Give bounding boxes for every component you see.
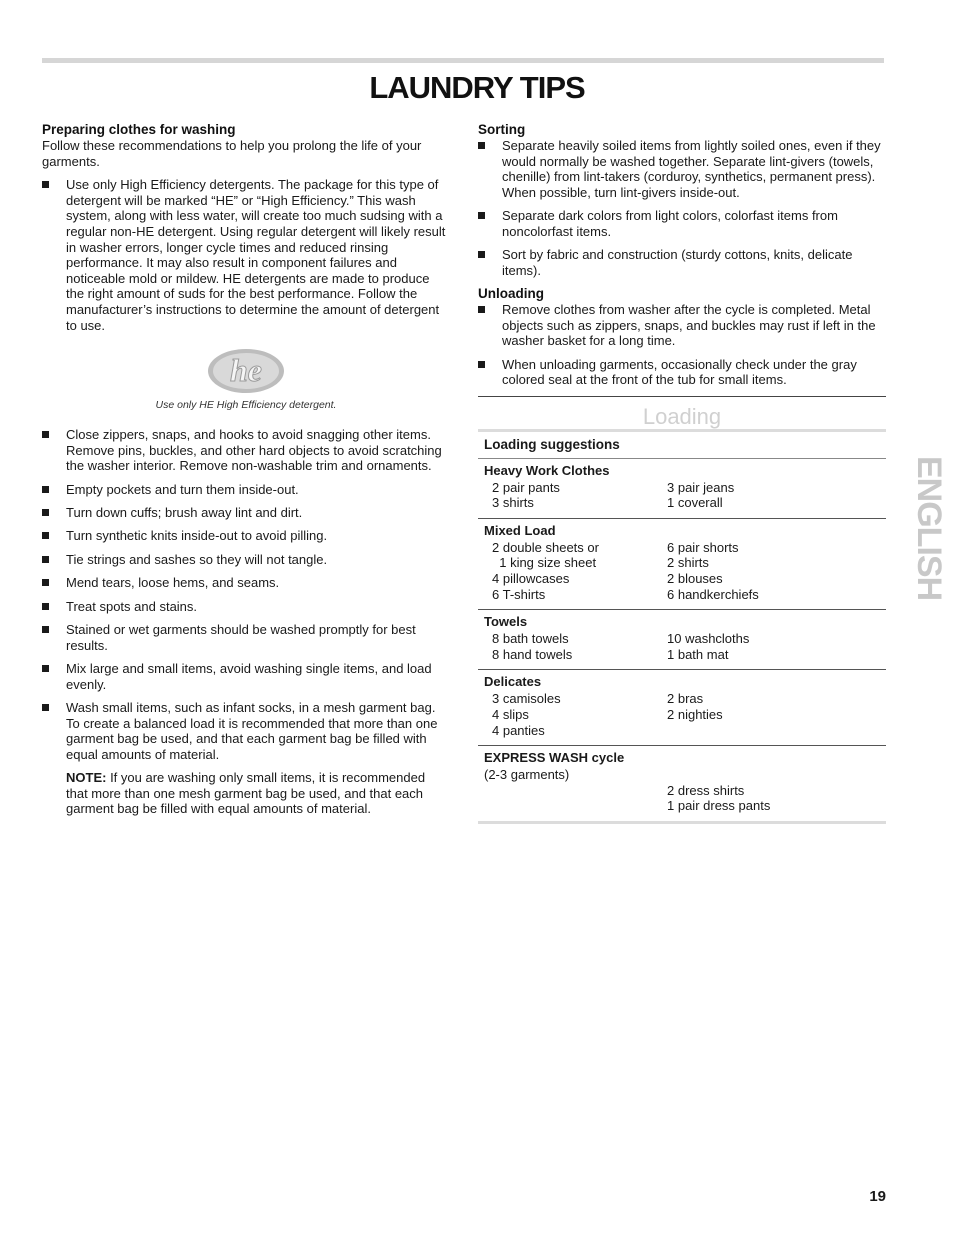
- loading-cell-right: 2 shirts: [667, 555, 709, 571]
- page-title: LAUNDRY TIPS: [369, 70, 585, 105]
- loading-cell-left: [484, 798, 667, 814]
- page-number: 19: [869, 1188, 886, 1205]
- loading-cell-left: [484, 783, 667, 799]
- list-item-text: Sort by fabric and construction (sturdy cottons, knits, delicate items).: [502, 247, 853, 278]
- loading-cell-right: 1 pair dress pants: [667, 798, 771, 814]
- loading-cell-right: 1 bath mat: [667, 646, 729, 662]
- logo-caption: Use only HE High Efficiency detergent.: [155, 399, 337, 412]
- loading-row: [484, 587, 880, 603]
- list-item-text: Stained or wet garments should be washed promptly for best results.: [66, 622, 416, 653]
- loading-group: [478, 670, 886, 746]
- list-item-text: Close zippers, snaps, and hooks to avoid snagging other items. Remove pins, buckles, and other hard objects to avoid scratching the washer interior. Remove non-washable trim and ornaments.: [66, 427, 442, 474]
- loading-group: [478, 519, 886, 610]
- list-item: [42, 427, 450, 474]
- loading-cell-left: 1 king size sheet: [492, 555, 597, 571]
- bullet-icon: [478, 306, 485, 313]
- loading-row: [484, 707, 880, 723]
- list-item-text: Mend tears, loose hems, and seams.: [66, 575, 280, 591]
- list-item: [42, 661, 450, 692]
- loading-cell-right: 2 dress shirts: [667, 782, 745, 798]
- list-item-text: Remove clothes from washer after the cycle is completed. Metal objects such as zippers, snaps, and buckles may rust if left in the washer basket for a long time.: [502, 302, 876, 349]
- bullet-icon: [42, 431, 49, 438]
- loading-group: [478, 610, 886, 670]
- list-item: [478, 247, 886, 278]
- loading-cell-left: 3 shirts: [492, 495, 534, 511]
- loading-cell-left: 4 slips: [492, 707, 529, 723]
- bullet-icon: [42, 626, 49, 633]
- list-item-text: Treat spots and stains.: [66, 598, 198, 614]
- unloading-bullet-list: [478, 302, 886, 388]
- list-item-text: Wash small items, such as infant socks, in a mesh garment bag. To create a balanced load it is recommended that more than one garment bag be used, and that each garment bag be filled with equal amounts of material.: [66, 700, 438, 762]
- loading-group: [478, 746, 886, 821]
- bullet-icon: [42, 181, 49, 188]
- list-item-text: Tie strings and sashes so they will not tangle.: [66, 551, 328, 567]
- list-item: [478, 138, 886, 200]
- sorting-bullet-list: [478, 138, 886, 278]
- loading-cell-right: 6 pair shorts: [667, 539, 739, 555]
- loading-row: [484, 691, 880, 707]
- bullet-icon: [42, 665, 49, 672]
- bullet-icon: [478, 251, 485, 258]
- loading-cell-right: 3 pair jeans: [667, 479, 735, 495]
- bullet-icon: [42, 603, 49, 610]
- loading-cell-right: 2 nighties: [667, 707, 723, 723]
- loading-group: [478, 459, 886, 519]
- list-item: [42, 700, 450, 762]
- top-rule: [42, 58, 884, 63]
- bullet-icon: [478, 142, 485, 149]
- preparing-intro: Follow these recommendations to help you prolong the life of your garments.: [42, 138, 422, 169]
- loading-cell-right: 1 coverall: [667, 495, 723, 511]
- english-side-tab: [900, 450, 948, 626]
- right-column: [478, 122, 886, 824]
- loading-cell-left: 3 camisoles: [492, 691, 561, 707]
- loading-row: [484, 647, 880, 663]
- loading-row: [484, 798, 880, 814]
- list-item: [478, 302, 886, 349]
- bullet-icon: [478, 361, 485, 368]
- loading-cell-left: 4 panties: [492, 722, 545, 738]
- loading-cell-right: 6 handkerchiefs: [667, 586, 759, 602]
- list-item-text: Separate dark colors from light colors, colorfast items from noncolorfast items.: [502, 208, 838, 239]
- list-item: [42, 177, 450, 333]
- list-item: [42, 575, 450, 591]
- list-item-text: Separate heavily soiled items from lightly soiled ones, even if they would normally be washed together. Separate lint-givers (towels, chenille) from lint-takers (corduroy, synthetics, permanent press). When possible, turn lint-givers inside-out.: [502, 138, 881, 200]
- preparing-heading: Preparing clothes for washing: [42, 122, 236, 137]
- loading-group-title: EXPRESS WASH cycle: [484, 750, 625, 766]
- sorting-heading: Sorting: [478, 122, 526, 137]
- loading-cell-right: [667, 723, 880, 739]
- loading-row: [484, 495, 880, 511]
- he-detergent-text: Use only High Efficiency detergents. The package for this type of detergent will be marked “HE” or “High Efficiency.” This wash system, along with less water, will create too much sudsing with a regular non-HE detergent. Using regular detergent will likely result in washer errors, longer cycle times and reduced rinsing performance. It may also result in component failures and noticeable mold or mildew. HE detergents are made to produce the right amount of suds for the best performance. Follow the manufacturer’s instructions to determine the amount of detergent to use.: [66, 177, 446, 333]
- loading-row: [484, 555, 880, 571]
- loading-suggestions-title: Loading suggestions: [478, 432, 886, 459]
- he-logo-icon: [206, 347, 286, 395]
- list-item: [42, 622, 450, 653]
- bullet-icon: [42, 486, 49, 493]
- list-item: [478, 357, 886, 388]
- loading-cell-right: 10 washcloths: [667, 631, 750, 647]
- loading-row: [484, 631, 880, 647]
- note-paragraph: [42, 770, 450, 817]
- loading-row: [484, 723, 880, 739]
- list-item: [478, 208, 886, 239]
- loading-group-title: Delicates: [484, 674, 542, 690]
- loading-cell-left: 8 hand towels: [492, 646, 573, 662]
- loading-cell-left: 8 bath towels: [492, 631, 569, 647]
- list-item-text: When unloading garments, occasionally check under the gray colored seal at the front of the tub for small items.: [502, 356, 857, 388]
- preparing-bullet-list: [42, 427, 450, 762]
- bullet-icon: [42, 532, 49, 539]
- loading-bottom-rule: [478, 821, 886, 824]
- bullet-icon: [42, 556, 49, 563]
- loading-row: [484, 783, 880, 799]
- bullet-icon: [478, 212, 485, 219]
- loading-cell-left: 6 T-shirts: [492, 586, 546, 602]
- bullet-icon: [42, 579, 49, 586]
- loading-cell-right: 2 blouses: [667, 571, 723, 587]
- loading-cell-left: 2 double sheets or: [492, 539, 599, 555]
- loading-cell-left: 4 pillowcases: [492, 571, 570, 587]
- unloading-heading: Unloading: [478, 286, 544, 302]
- list-item-text: Turn synthetic knits inside-out to avoid pilling.: [66, 528, 328, 544]
- list-item-text: Empty pockets and turn them inside-out.: [66, 481, 299, 497]
- loading-heading: Loading: [642, 403, 722, 429]
- list-item: [42, 505, 450, 521]
- list-item: [42, 599, 450, 615]
- list-item: [42, 552, 450, 568]
- loading-row: [484, 540, 880, 556]
- note-label: NOTE:: [66, 770, 107, 786]
- he-logo-text: he: [230, 352, 262, 389]
- left-column: [42, 122, 450, 825]
- loading-row: [484, 480, 880, 496]
- list-item-text: Mix large and small items, avoid washing single items, and load evenly.: [66, 661, 432, 692]
- list-item-text: Turn down cuffs; brush away lint and dirt.: [66, 505, 303, 521]
- bullet-icon: [42, 509, 49, 516]
- bullet-icon: [42, 704, 49, 711]
- loading-group-title: Heavy Work Clothes: [484, 462, 610, 478]
- loading-cell-left: 2 pair pants: [492, 479, 560, 495]
- loading-group-subtitle: (2-3 garments): [484, 767, 570, 783]
- note-text: If you are washing only small items, it is recommended that more than one mesh garment bag be used, and that each garment bag be filled with equal amounts of material.: [66, 770, 426, 817]
- section-divider: [478, 396, 886, 397]
- list-item: [42, 528, 450, 544]
- he-bullet-list: [42, 177, 450, 333]
- loading-row: [484, 571, 880, 587]
- loading-cell-right: 2 bras: [667, 691, 704, 707]
- list-item: [42, 482, 450, 498]
- loading-group-title: Mixed Load: [484, 522, 556, 538]
- loading-group-title: Towels: [484, 614, 528, 630]
- loading-table: [478, 459, 886, 821]
- side-tab-text: ENGLISH: [910, 456, 948, 601]
